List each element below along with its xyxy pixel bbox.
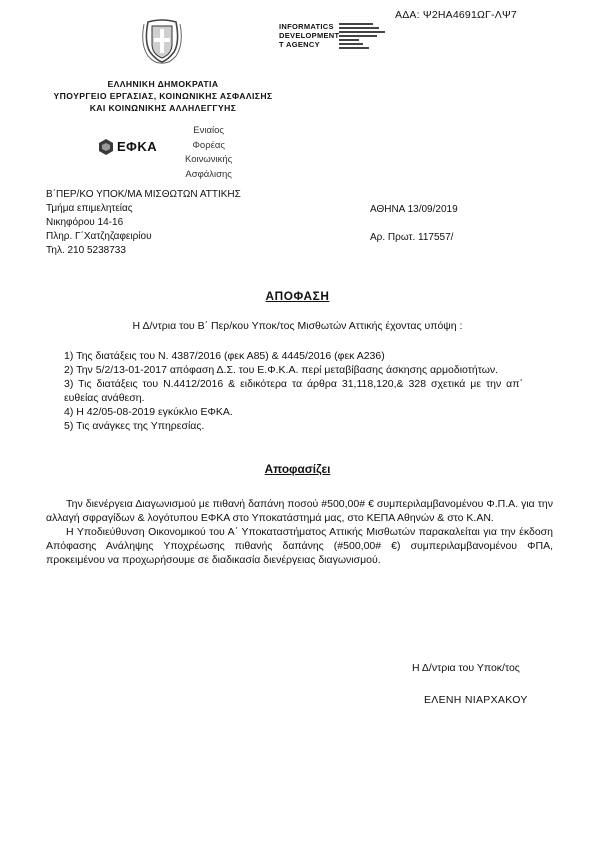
- efka-logo-text: ΕΦΚΑ: [117, 139, 158, 154]
- info-agency-logo: [279, 22, 389, 62]
- gov-line-1: ΕΛΛΗΝΙΚΗ ΔΗΜΟΚΡΑΤΙΑ: [107, 79, 219, 89]
- efka-logo: [97, 135, 159, 159]
- document-title: ΑΠΟΦΑΣΗ: [265, 289, 330, 303]
- decision-body: [46, 497, 553, 567]
- sender-line-2: Τμήμα επιμελητείας: [46, 203, 133, 214]
- sender-line-5: Τηλ. 210 5238733: [46, 245, 126, 256]
- consideration-item: 3) Τις διατάξεις του Ν.4412/2016 & ειδικότερα τα άρθρα 31,118,120,& 328 σχετικά με την απ΄ ευθείας ανάθεση.: [64, 378, 523, 404]
- sender-line-1: Β΄ΠΕΡ/ΚΟ ΥΠΟΚ/ΜΑ ΜΙΣΘΩΤΩΝ ΑΤΤΙΚΗΣ: [46, 189, 241, 200]
- efka-tagline-line-4: Ασφάλισης: [185, 168, 232, 180]
- efka-hexagon-icon: [97, 138, 115, 156]
- efka-tagline-line-3: Κοινωνικής: [185, 154, 233, 165]
- document-date: ΑΘΗΝΑ 13/09/2019: [370, 204, 458, 215]
- sender-line-4: Πληρ. Γ΄Χατζηζαφειρίου: [46, 231, 152, 242]
- sender-block: [46, 188, 241, 258]
- intro-line: Η Δ/ντρια του Β΄ Περ/κου Υποκ/τος Μισθωτών Αττικής έχοντας υπόψη :: [132, 320, 463, 332]
- consideration-item: 5) Τις ανάγκες της Υπηρεσίας.: [64, 420, 205, 432]
- signatory-name: ΕΛΕΝΗ ΝΙΑΡΧΑΚΟΥ: [424, 694, 528, 706]
- government-heading: [35, 78, 291, 114]
- consideration-item: 1) Της διατάξεις του Ν. 4387/2016 (φεκ Α85) & 4445/2016 (φεκ Α236): [64, 350, 385, 362]
- gov-line-3: ΚΑΙ ΚΟΙΝΩΝΙΚΗΣ ΑΛΛΗΛΕΓΓΥΗΣ: [89, 103, 237, 113]
- info-agency-fineprint-icon: [339, 23, 385, 51]
- gov-line-2: ΥΠΟΥΡΓΕΙΟ ΕΡΓΑΣΙΑΣ, ΚΟΙΝΩΝΙΚΗΣ ΑΣΦΑΛΙΣΗΣ: [53, 91, 273, 101]
- info-agency-line-2: DEVELOPMENT: [279, 31, 340, 40]
- protocol-number: Αρ. Πρωτ. 117557/: [370, 232, 454, 243]
- info-agency-line-1: INFORMATICS: [279, 22, 334, 31]
- signatory-role: Η Δ/ντρια του Υποκ/τος: [412, 662, 520, 674]
- consideration-item: 4) Η 42/05-08-2019 εγκύκλιο ΕΦΚΑ.: [64, 406, 233, 418]
- greek-emblem-icon: [140, 14, 184, 64]
- decision-paragraph: Την διενέργεια Διαγωνισμού με πιθανή δαπάνη ποσού #500,00# € συμπεριλαμβανομένου Φ.Π.Α. για την αλλαγή σφραγίδων & λογότυπου ΕΦΚΑ στο Υποκατάστημά μας, στο ΚΕΠΑ Αθηνών & στο Κ.ΑΝ.: [46, 498, 553, 524]
- info-agency-line-3: T AGENCY: [279, 40, 320, 49]
- consideration-item: 2) Την 5/2/13-01-2017 απόφαση Δ.Σ. του Ε.Φ.Κ.Α. περί μεταβίβασης άσκησης αρμοδιοτήτων.: [64, 364, 499, 376]
- decision-paragraph: Η Υποδιεύθυνση Οικονομικού του Α΄ Υποκαταστήματος Αττικής Μισθωτών παρακαλείται για την έκδοση Απόφασης Ανάληψης Υποχρέωσης πιθανής δαπάνης (#500,00# €) συμπεριλαμβανομένου ΦΠΑ, προκειμένου να προχωρήσουμε σε διαδικασία διενέργειας διαγωνισμού.: [46, 526, 553, 566]
- efka-tagline: [185, 124, 232, 182]
- decides-heading: Αποφασίζει: [264, 462, 331, 476]
- considerations-list: [64, 349, 523, 433]
- ada-code: ΑΔΑ: Ψ2ΗΑ4691ΩΓ-ΛΨ7: [395, 9, 517, 21]
- efka-tagline-line-1: Ενιαίος: [193, 125, 224, 136]
- efka-tagline-line-2: Φορέας: [192, 139, 225, 151]
- sender-line-3: Νικηφόρου 14-16: [46, 217, 124, 228]
